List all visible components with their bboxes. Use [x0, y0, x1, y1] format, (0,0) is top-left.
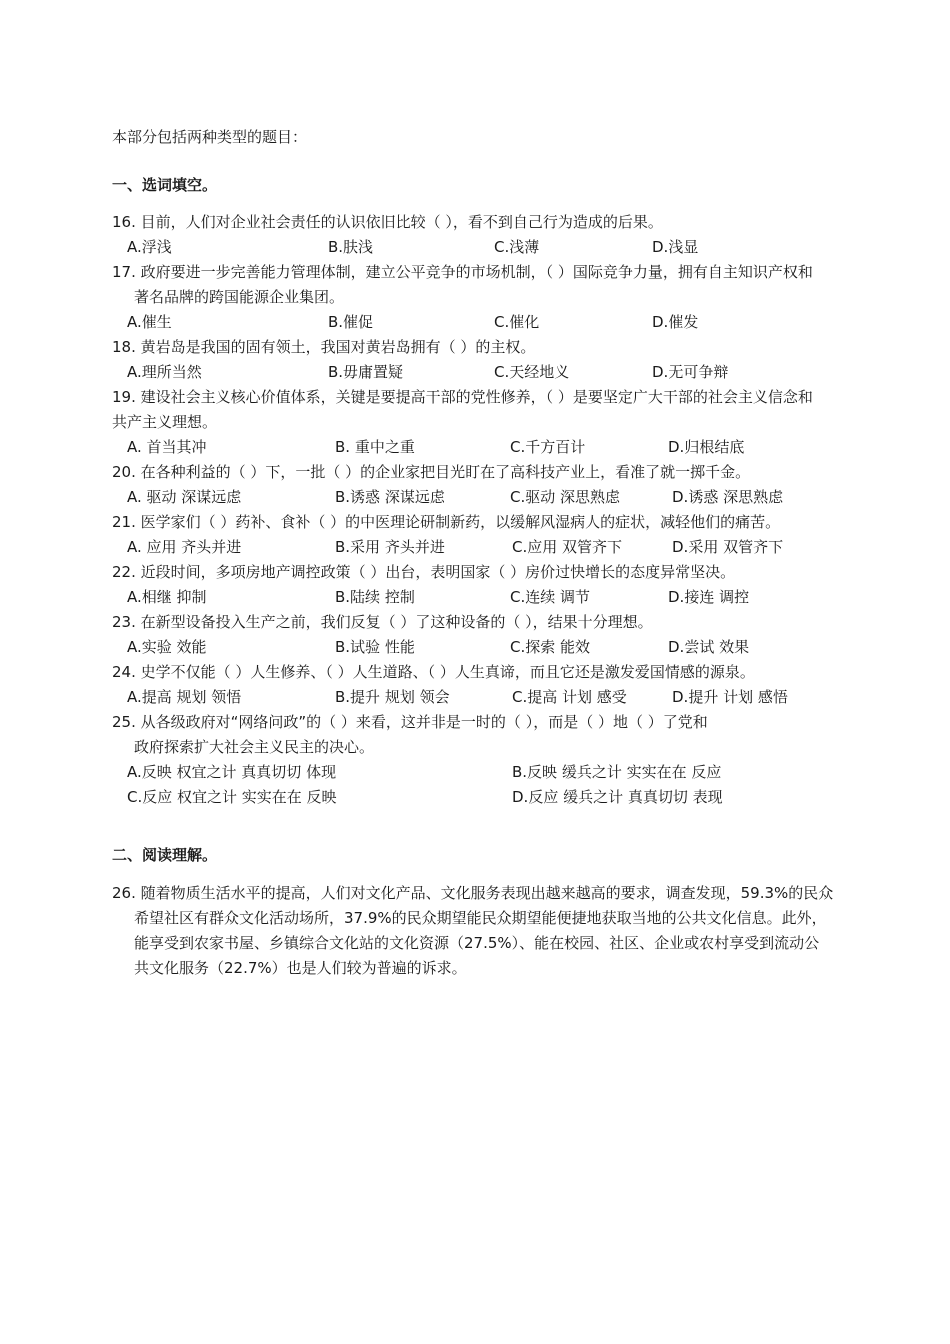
question-23-line-1: 23. 在新型设备投入生产之前，我们反复（ ）了这种设备的（ ），结果十分理想。: [112, 613, 653, 631]
q17-option-c: C.催化: [494, 313, 540, 331]
q24-option-d: D.提升 计划 感悟: [672, 688, 788, 706]
q22-option-a: A.相继 抑制: [127, 588, 207, 606]
q18-option-b: B.毋庸置疑: [328, 363, 404, 381]
q23-option-b: B.试验 性能: [335, 638, 415, 656]
q24-option-b: B.提升 规划 领会: [335, 688, 450, 706]
question-17-line-2: 著名品牌的跨国能源企业集团。: [134, 288, 345, 306]
q21-option-c: C.应用 双管齐下: [512, 538, 623, 556]
q25-option-a: A.反映 权宜之计 真真切切 体现: [127, 763, 337, 781]
q18-option-a: A.理所当然: [127, 363, 202, 381]
q19-option-c: C.千方百计: [510, 438, 586, 456]
question-18-line-1: 18. 黄岩岛是我国的固有领土，我国对黄岩岛拥有（ ）的主权。: [112, 338, 536, 356]
q17-option-b: B.催促: [328, 313, 374, 331]
passage-line-1: 26. 随着物质生活水平的提高，人们对文化产品、文化服务表现出越来越高的要求，调查发现，59.3%的民众: [112, 884, 834, 902]
q23-option-a: A.实验 效能: [127, 638, 207, 656]
q16-option-c: C.浅薄: [494, 238, 540, 256]
passage-line-3: 能享受到农家书屋、乡镇综合文化站的文化资源（27.5%）、能在校园、社区、企业或农村享受到流动公: [134, 934, 820, 952]
question-19-line-2: 共产主义理想。: [112, 413, 218, 431]
section1-title: 一、选词填空。: [112, 176, 218, 194]
q20-option-b: B.诱惑 深谋远虑: [335, 488, 445, 506]
section2-title: 二、阅读理解。: [112, 846, 218, 864]
q24-option-c: C.提高 计划 感受: [512, 688, 627, 706]
question-17-line-1: 17. 政府要进一步完善能力管理体制，建立公平竞争的市场机制，（ ）国际竞争力量，拥有自主知识产权和: [112, 263, 813, 281]
passage-line-2: 希望社区有群众文化活动场所，37.9%的民众期望能民众期望能便捷地获取当地的公共文化信息。此外，: [134, 909, 827, 927]
q24-option-a: A.提高 规划 领悟: [127, 688, 242, 706]
q21-option-a: A. 应用 齐头并进: [127, 538, 242, 556]
q21-option-d: D.采用 双管齐下: [672, 538, 784, 556]
q22-option-c: C.连续 调节: [510, 588, 591, 606]
question-20-line-1: 20. 在各种利益的（ ）下，一批（ ）的企业家把目光盯在了高科技产业上，看准了就一掷千金。: [112, 463, 751, 481]
q16-option-b: B.肤浅: [328, 238, 374, 256]
question-25-line-1: 25. 从各级政府对“网络问政”的（ ）来看，这并非是一时的（ ），而是（ ）地（ ）了党和: [112, 713, 708, 731]
q23-option-c: C.探索 能效: [510, 638, 591, 656]
q18-option-d: D.无可争辩: [652, 363, 729, 381]
question-16-line-1: 16. 目前，人们对企业社会责任的认识依旧比较（ ），看不到自己行为造成的后果。: [112, 213, 663, 231]
q16-option-a: A.浮浅: [127, 238, 172, 256]
q25-option-c: C.反应 权宜之计 实实在在 反映: [127, 788, 337, 806]
q16-option-d: D.浅显: [652, 238, 699, 256]
question-25-line-2: 政府探索扩大社会主义民主的决心。: [134, 738, 375, 756]
q23-option-d: D.尝试 效果: [668, 638, 750, 656]
q20-option-a: A. 驱动 深谋远虑: [127, 488, 242, 506]
q17-option-d: D.催发: [652, 313, 699, 331]
q19-option-a: A. 首当其冲: [127, 438, 207, 456]
q20-option-c: C.驱动 深思熟虑: [510, 488, 621, 506]
q19-option-d: D.归根结底: [668, 438, 745, 456]
question-24-line-1: 24. 史学不仅能（ ）人生修养、（ ）人生道路、（ ）人生真谛，而且它还是激发爱国情感的源泉。: [112, 663, 755, 681]
q22-option-d: D.接连 调控: [668, 588, 750, 606]
q18-option-c: C.天经地义: [494, 363, 570, 381]
q17-option-a: A.催生: [127, 313, 172, 331]
intro-text: 本部分包括两种类型的题目：: [112, 128, 308, 146]
q19-option-b: B. 重中之重: [335, 438, 415, 456]
q20-option-d: D.诱惑 深思熟虑: [672, 488, 784, 506]
q21-option-b: B.采用 齐头并进: [335, 538, 445, 556]
question-21-line-1: 21. 医学家们（ ）药补、食补（ ）的中医理论研制新药，以缓解风湿病人的症状，减轻他们的痛苦。: [112, 513, 781, 531]
question-22-line-1: 22. 近段时间，多项房地产调控政策（ ）出台，表明国家（ ）房价过快增长的态度异常坚决。: [112, 563, 736, 581]
q25-option-d: D.反应 缓兵之计 真真切切 表现: [512, 788, 723, 806]
q22-option-b: B.陆续 控制: [335, 588, 415, 606]
question-19-line-1: 19. 建设社会主义核心价值体系，关键是要提高干部的党性修养，（ ）是要坚定广大干部的社会主义信念和: [112, 388, 813, 406]
q25-option-b: B.反映 缓兵之计 实实在在 反应: [512, 763, 722, 781]
passage-line-4: 共文化服务（22.7%）也是人们较为普遍的诉求。: [134, 959, 467, 977]
